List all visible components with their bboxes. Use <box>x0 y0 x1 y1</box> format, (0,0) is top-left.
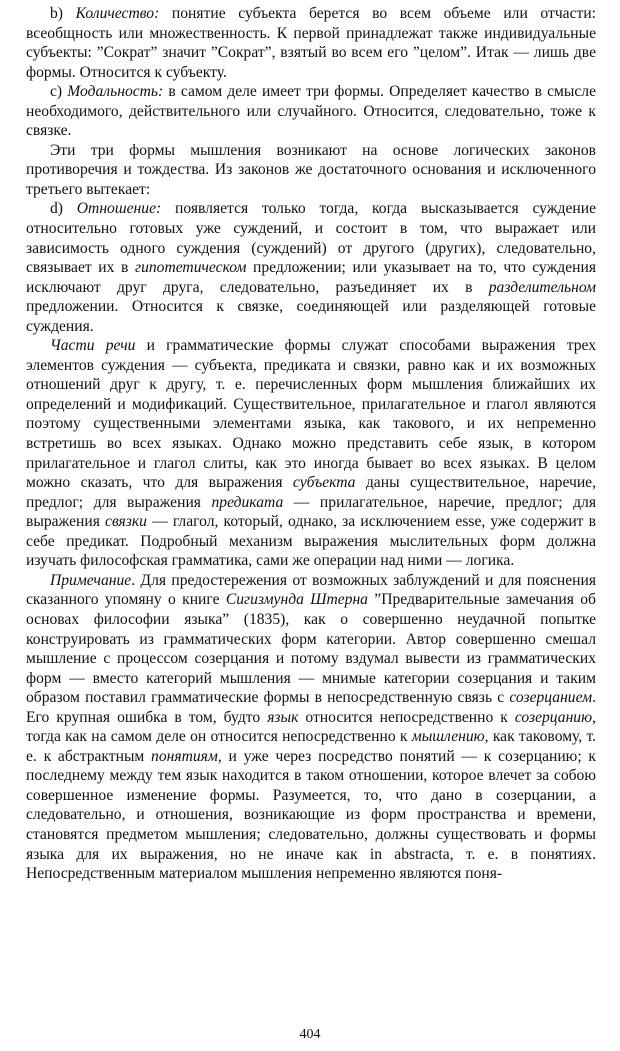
italic-text: понятиям <box>151 747 218 765</box>
italic-text: разделительном <box>488 278 596 296</box>
page-number: 404 <box>299 1027 321 1042</box>
text-run: появляется только тогда, когда высказывается суждение относительно готовых уже суждений, и состоит в том, что выражает или зависимость одного суждения (суждений) от другого (других), следовательно, связывает их в <box>26 200 596 277</box>
text-run: . Его крупная ошибка в том, будто <box>26 689 596 726</box>
italic-text: Модальность: <box>67 83 164 101</box>
text-run: ”Предварительные замечания об основах философии языка” (1835), как о совершенно неудачной попытке конструировать из грамматических форм категории. Автор совершенно смешал мышление с процессом созерцания и потому вздумал вывести из грамматических форм — вместо категорий мышления — мнимые категории созерцания и таким образом поставил грамматические формы в непосредственную связь с <box>26 591 596 707</box>
italic-text: Примечание <box>50 571 132 589</box>
text-run: — прилагательное, наречие, предлог; для выражения <box>26 493 596 531</box>
italic-text: Количество: <box>75 5 160 22</box>
italic-text: Части речи <box>50 337 136 355</box>
italic-text: предиката <box>211 493 284 511</box>
italic-text: субъекта <box>292 474 356 492</box>
italic-text: мышлению <box>411 728 485 746</box>
text-run: Эти три формы мышления возникают на основе логических законов противоречия и тождества. Из законов же достаточного основания и исключенного третьего вытекает: <box>26 141 596 198</box>
text-run: d) <box>50 200 77 218</box>
text-run: , тогда как на самом деле он относится непосредственно к <box>26 708 597 746</box>
text-run: c) <box>50 83 68 101</box>
text-run: — глагол, который, однако, за исключением esse, уже содержит в себе предикат. Подробный механизм выражения мыслительных форм должна изучать философская грамматика, сами же операции над ними — логика. <box>26 513 596 570</box>
italic-text: связки <box>105 513 147 531</box>
italic-text: созерцанию <box>514 708 593 726</box>
page-body <box>26 4 596 884</box>
paragraph-three-forms <box>26 141 596 200</box>
italic-text: Отношение: <box>76 200 162 218</box>
text-run: предложении; или указывает на то, что суждения исключают друг друга, следовательно, разъединяет их в <box>26 259 596 296</box>
text-run: b) <box>50 5 76 22</box>
text-run: даны существительное, наречие, предлог; для выражения <box>26 474 596 511</box>
paragraph-modality <box>26 82 596 141</box>
text-run: предложении. Относится к связке, соединяющей или разделяющей готовые суждения. <box>26 298 596 335</box>
italic-text: язык <box>267 708 299 726</box>
paragraph-parts-of-speech <box>26 336 596 571</box>
paragraph-quantity <box>26 4 596 82</box>
italic-text: гипотетическом <box>134 259 247 277</box>
text-run: и грамматические формы служат способами выражения трех элементов суждения — субъекта, предиката и связки, равно как и их возможных отношений друг к другу, т. е. перечисленных форм мышления ближайших их определений и модификаций. Существительное, прилагательное и глагол являются поэтому существенными элементами языка, как такового, и их непременно встретишь во всех языках. Однако можно представить себе язык, в котором прилагательное и глагол слиты, как это иногда бывает во всех языках. В целом можно сказать, что для выражения <box>26 337 597 492</box>
paragraph-note <box>26 571 596 884</box>
text-run: понятие субъекта берется во всем объеме или отчасти: всеобщность или множественность. К первой принадлежат также индивидуальные субъекты: ”Сократ” значит ”Сократ”, взятый во всем его ”целом”. Итак — лишь две формы. Относится к субъекту. <box>26 5 596 81</box>
paragraph-relation <box>26 199 596 336</box>
text-run: относится непосредственно к <box>298 708 515 726</box>
text-run: , как таковому, т. е. к абстрактным <box>26 728 596 765</box>
text-run: в самом деле имеет три формы. Определяет качество в смысле необходимого, действительного или случайного. Относится, следовательно, тоже к связке. <box>26 83 596 140</box>
italic-text: Сигизмунда Штерна <box>225 591 368 609</box>
italic-text: созерцанием <box>509 689 593 707</box>
text-run: . Для предостережения от возможных заблуждений и для пояснения сказанного упомяну о книге <box>26 571 596 609</box>
text-run: , и уже через посредство понятий — к созерцанию; к последнему между тем язык находится в таком отношении, которое влечет за собою совершенное изменение формы. Разумеется, то, что дано в созерцании, а следовательно, и отношения, возникающие из форм пространства и времени, становятся предметом мышления; следовательно, должны существовать и формы языка для их выражения, но не иначе как in abstracta, т. е. в понятиях. Непосредственным материалом мышления непременно являются поня- <box>26 747 596 883</box>
